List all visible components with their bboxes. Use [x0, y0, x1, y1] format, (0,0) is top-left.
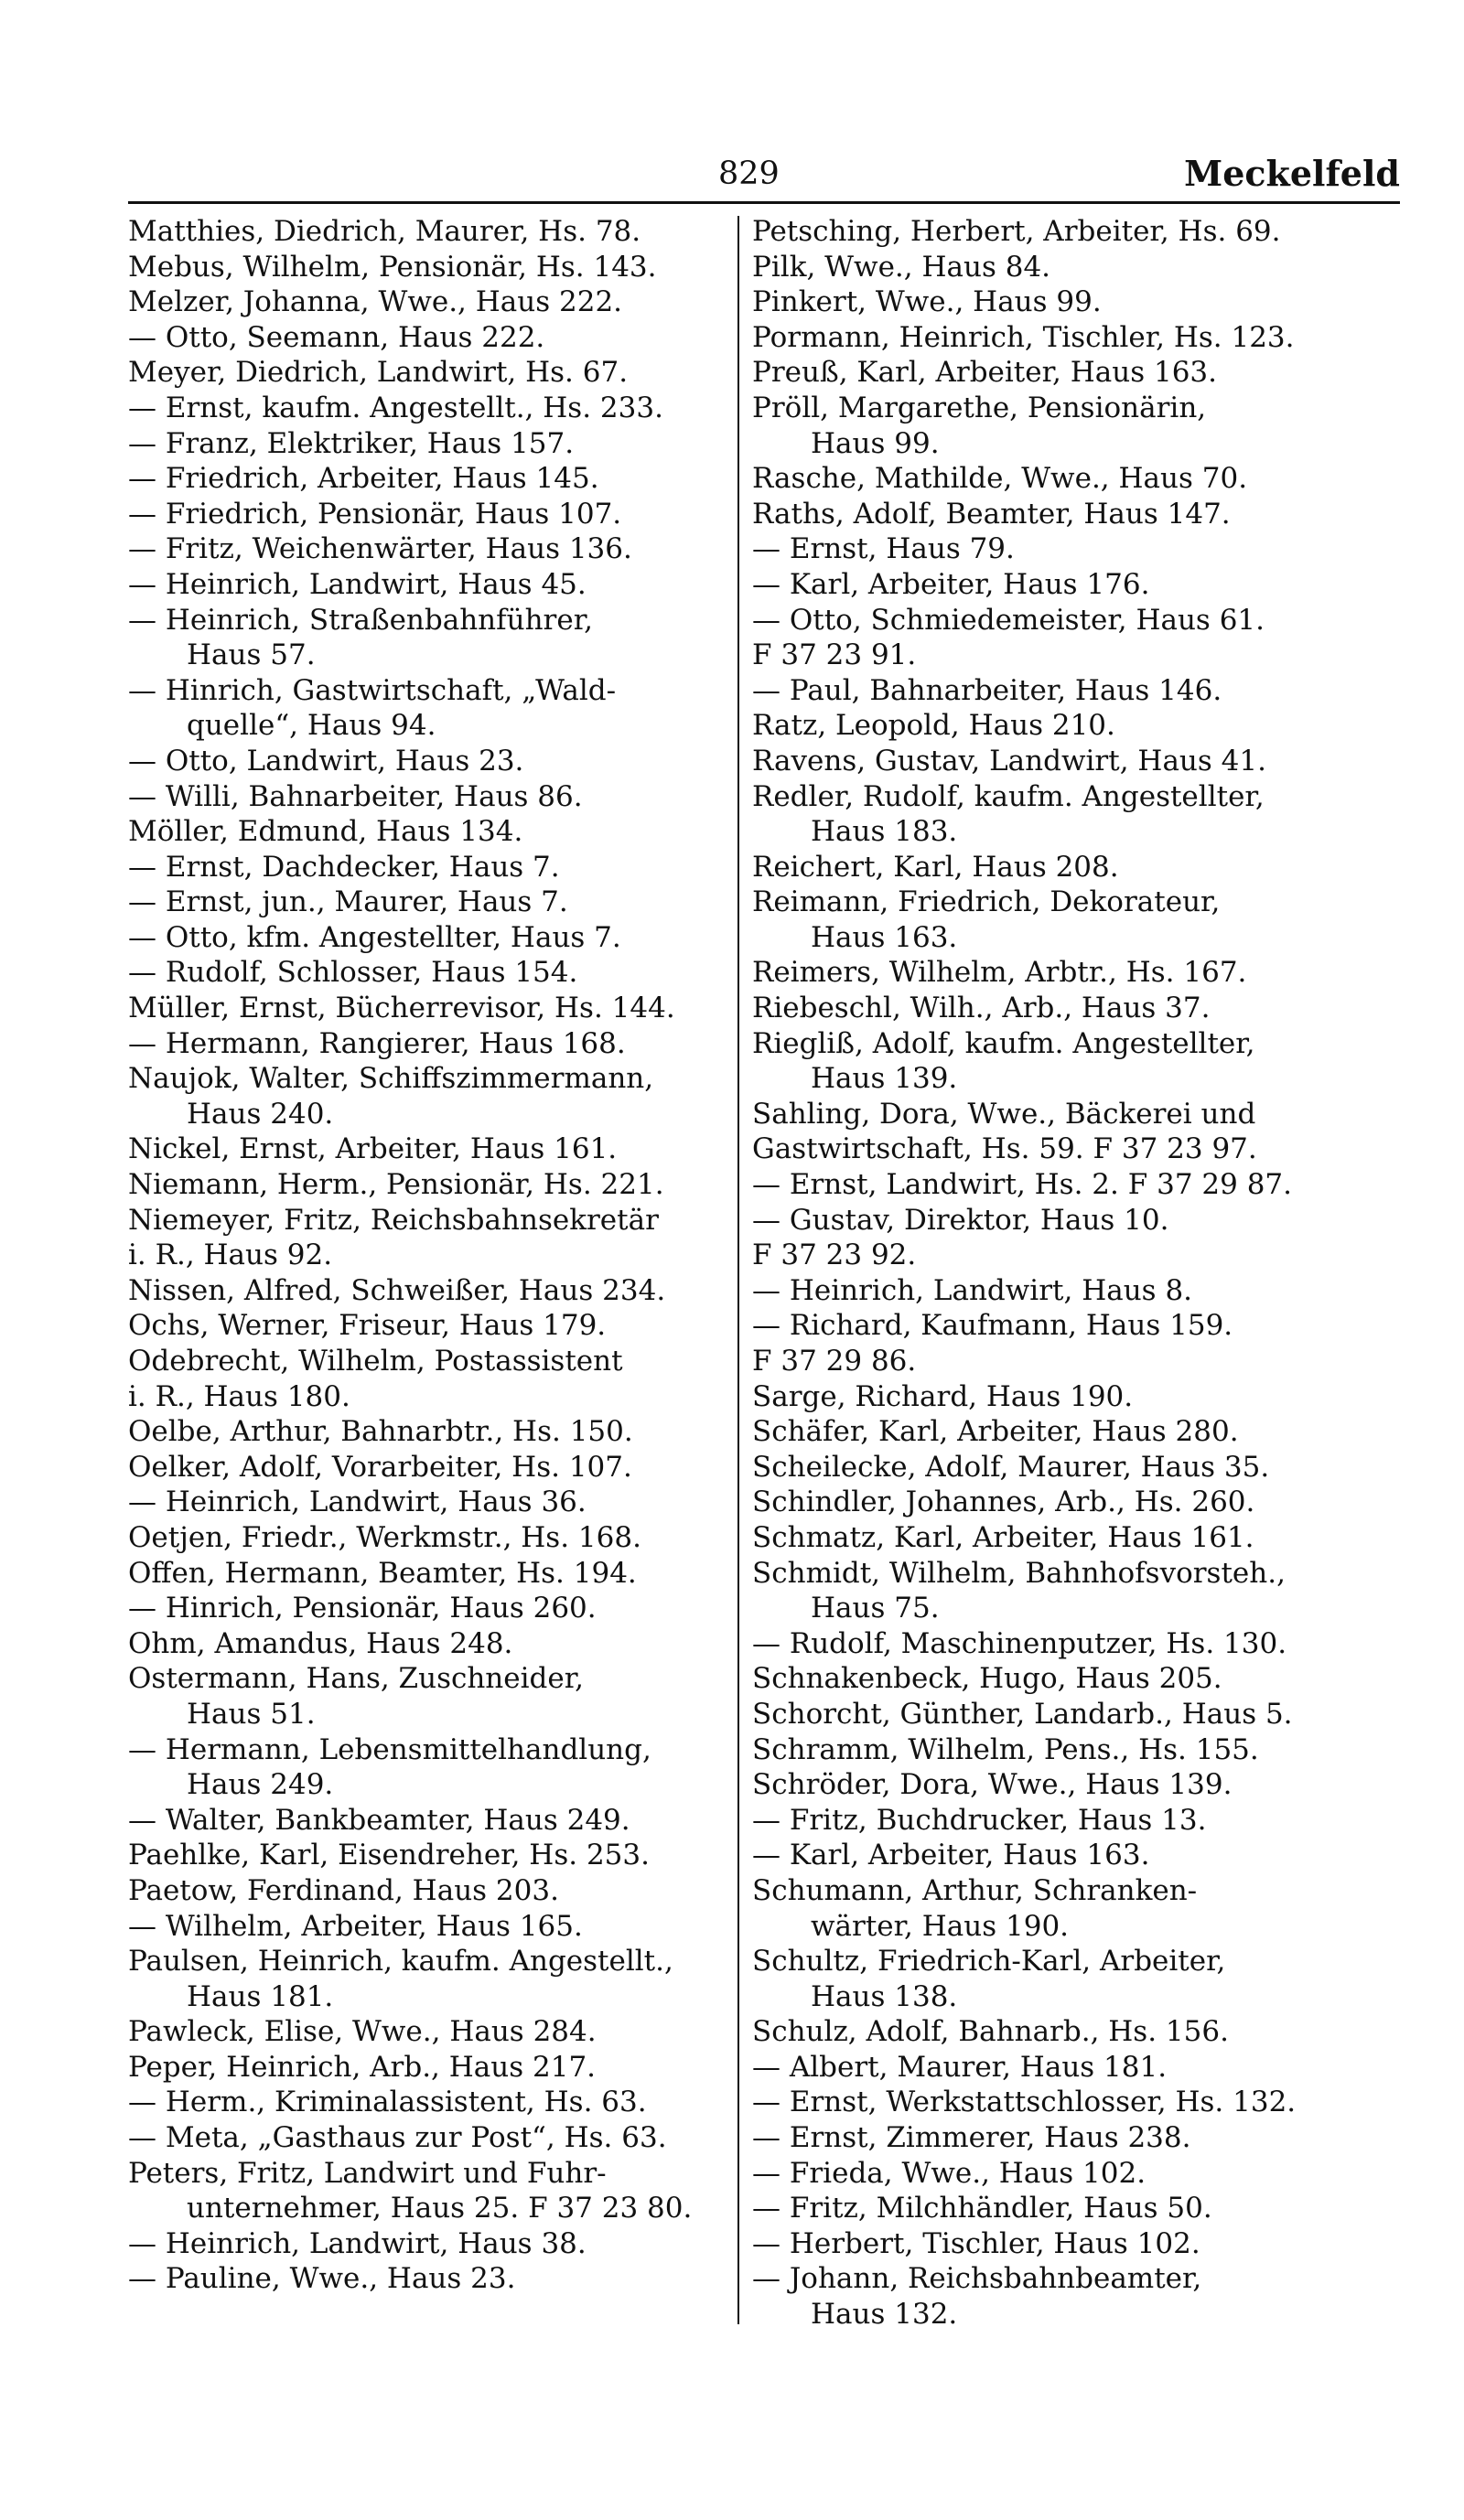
directory-entry: Reichert, Karl, Haus 208.	[752, 850, 1119, 884]
directory-entry: Schorcht, Günther, Landarb., Haus 5.	[752, 1697, 1293, 1731]
entry-continuation: Haus 183.	[811, 815, 958, 849]
directory-entry: — Fritz, Buchdrucker, Haus 13.	[752, 1803, 1207, 1837]
directory-entry: — Heinrich, Landwirt, Haus 45.	[128, 567, 587, 601]
directory-entry: — Wilhelm, Arbeiter, Haus 165.	[128, 1909, 583, 1943]
directory-entry: Schnakenbeck, Hugo, Haus 205.	[752, 1662, 1222, 1696]
directory-entry: Oelker, Adolf, Vorarbeiter, Hs. 107.	[128, 1450, 632, 1484]
entry-continuation: Haus 99.	[811, 426, 940, 460]
directory-entry: — Franz, Elektriker, Haus 157.	[128, 426, 575, 460]
directory-entry: Oetjen, Friedr., Werkmstr., Hs. 168.	[128, 1520, 641, 1554]
directory-entry: Riegliß, Adolf, kaufm. Angestellter,	[752, 1026, 1255, 1060]
directory-entry: Schultz, Friedrich-Karl, Arbeiter,	[752, 1945, 1226, 1978]
directory-entry: — Pauline, Wwe., Haus 23.	[128, 2262, 516, 2296]
directory-entry: Niemann, Herm., Pensionär, Hs. 221.	[128, 1168, 664, 1202]
directory-entry: — Otto, Schmiedemeister, Haus 61.	[752, 603, 1265, 637]
directory-entry: Petsching, Herbert, Arbeiter, Hs. 69.	[752, 215, 1281, 248]
header-rule	[128, 201, 1400, 204]
entry-continuation: quelle“, Haus 94.	[187, 709, 436, 743]
directory-entry: — Otto, Landwirt, Haus 23.	[128, 744, 524, 777]
directory-entry: Pormann, Heinrich, Tischler, Hs. 123.	[752, 320, 1295, 354]
directory-entry: — Gustav, Direktor, Haus 10.	[752, 1203, 1169, 1237]
entry-continuation: unternehmer, Haus 25. F 37 23 80.	[187, 2192, 693, 2225]
directory-entry: Paetow, Ferdinand, Haus 203.	[128, 1873, 559, 1907]
directory-entry: Matthies, Diedrich, Maurer, Hs. 78.	[128, 215, 641, 248]
directory-entry: Pinkert, Wwe., Haus 99.	[752, 285, 1102, 319]
directory-entry: — Paul, Bahnarbeiter, Haus 146.	[752, 673, 1222, 707]
directory-entry: — Hinrich, Pensionär, Haus 260.	[128, 1592, 597, 1625]
directory-entry: Oelbe, Arthur, Bahnarbtr., Hs. 150.	[128, 1415, 633, 1449]
directory-entry: Scheilecke, Adolf, Maurer, Haus 35.	[752, 1450, 1270, 1484]
directory-entry: — Fritz, Weichenwärter, Haus 136.	[128, 532, 632, 566]
directory-entry: Schmidt, Wilhelm, Bahnhofsvorsteh.,	[752, 1556, 1286, 1590]
directory-entry: — Friedrich, Arbeiter, Haus 145.	[128, 462, 599, 496]
entry-continuation: Haus 249.	[187, 1768, 334, 1802]
entry-continuation: Haus 240.	[187, 1097, 334, 1131]
directory-entry: — Friedrich, Pensionär, Haus 107.	[128, 497, 622, 531]
page-title: Meckelfeld	[1184, 153, 1400, 194]
directory-entry: — Ernst, Dachdecker, Haus 7.	[128, 850, 560, 884]
directory-entry: — Hermann, Rangierer, Haus 168.	[128, 1026, 626, 1060]
directory-entry: — Richard, Kaufmann, Haus 159.	[752, 1309, 1233, 1343]
directory-entry: — Herm., Kriminalassistent, Hs. 63.	[128, 2086, 647, 2119]
directory-entry: — Ernst, kaufm. Angestellt., Hs. 233.	[128, 391, 663, 424]
directory-entry: — Ernst, Haus 79.	[752, 532, 1015, 566]
entry-continuation: Haus 57.	[187, 638, 316, 672]
directory-entry: F 37 29 86.	[752, 1345, 917, 1378]
directory-entry: Pröll, Margarethe, Pensionärin,	[752, 391, 1207, 424]
directory-entry: Niemeyer, Fritz, Reichsbahnsekretär	[128, 1203, 659, 1237]
right-column	[752, 214, 1361, 2332]
left-column	[128, 214, 737, 2297]
directory-entry: — Heinrich, Landwirt, Haus 36.	[128, 1485, 587, 1519]
directory-entry: — Hermann, Lebensmittelhandlung,	[128, 1732, 651, 1766]
entry-continuation: Haus 75.	[811, 1592, 940, 1625]
directory-entry: Möller, Edmund, Haus 134.	[128, 815, 523, 849]
directory-entry: Offen, Hermann, Beamter, Hs. 194.	[128, 1556, 637, 1590]
directory-entry: Sahling, Dora, Wwe., Bäckerei und	[752, 1097, 1256, 1131]
directory-entry: Redler, Rudolf, kaufm. Angestellter,	[752, 779, 1265, 813]
directory-entry: i. R., Haus 92.	[128, 1239, 333, 1272]
directory-entry: Pilk, Wwe., Haus 84.	[752, 250, 1051, 284]
directory-entry: — Heinrich, Landwirt, Haus 38.	[128, 2226, 587, 2260]
directory-entry: Schröder, Dora, Wwe., Haus 139.	[752, 1768, 1233, 1802]
directory-entry: — Ernst, Zimmerer, Haus 238.	[752, 2121, 1191, 2155]
directory-entry: Ohm, Amandus, Haus 248.	[128, 1626, 513, 1660]
directory-entry: Schindler, Johannes, Arb., Hs. 260.	[752, 1485, 1255, 1519]
directory-entry: Ochs, Werner, Friseur, Haus 179.	[128, 1309, 607, 1343]
directory-entry: Gastwirtschaft, Hs. 59. F 37 23 97.	[752, 1132, 1257, 1166]
directory-entry: Rasche, Mathilde, Wwe., Haus 70.	[752, 462, 1248, 496]
directory-entry: Ostermann, Hans, Zuschneider,	[128, 1662, 584, 1696]
entry-continuation: Haus 51.	[187, 1697, 316, 1731]
entry-continuation: Haus 132.	[811, 2298, 958, 2332]
directory-entry: — Frieda, Wwe., Haus 102.	[752, 2156, 1146, 2190]
directory-entry: — Rudolf, Schlosser, Haus 154.	[128, 956, 578, 990]
column-divider	[737, 216, 739, 2324]
directory-entry: — Willi, Bahnarbeiter, Haus 86.	[128, 779, 583, 813]
directory-entry: Schramm, Wilhelm, Pens., Hs. 155.	[752, 1732, 1259, 1766]
directory-entry: Schumann, Arthur, Schranken-	[752, 1873, 1198, 1907]
directory-entry: — Heinrich, Straßenbahnführer,	[128, 603, 593, 637]
directory-entry: Reimers, Wilhelm, Arbtr., Hs. 167.	[752, 956, 1247, 990]
directory-entry: — Ernst, Werkstattschlosser, Hs. 132.	[752, 2086, 1297, 2119]
directory-entry: — Karl, Arbeiter, Haus 176.	[752, 567, 1150, 601]
directory-entry: — Albert, Maurer, Haus 181.	[752, 2050, 1168, 2084]
directory-entry: Peters, Fritz, Landwirt und Fuhr-	[128, 2156, 607, 2190]
directory-entry: Odebrecht, Wilhelm, Postassistent	[128, 1345, 623, 1378]
directory-entry: — Heinrich, Landwirt, Haus 8.	[752, 1273, 1193, 1307]
directory-entry: — Hinrich, Gastwirtschaft, „Wald-	[128, 673, 617, 707]
entry-continuation: Haus 181.	[187, 1979, 334, 2013]
directory-entry: i. R., Haus 180.	[128, 1379, 350, 1413]
directory-entry: Schulz, Adolf, Bahnarb., Hs. 156.	[752, 2015, 1229, 2049]
entry-continuation: wärter, Haus 190.	[811, 1909, 1070, 1943]
directory-entry: — Karl, Arbeiter, Haus 163.	[752, 1839, 1150, 1872]
directory-entry: Paulsen, Heinrich, kaufm. Angestellt.,	[128, 1945, 673, 1978]
directory-entry: Mebus, Wilhelm, Pensionär, Hs. 143.	[128, 250, 657, 284]
entry-continuation: Haus 138.	[811, 1979, 958, 2013]
entry-continuation: Haus 163.	[811, 920, 958, 954]
directory-entry: Müller, Ernst, Bücherrevisor, Hs. 144.	[128, 992, 675, 1025]
directory-entry: — Otto, Seemann, Haus 222.	[128, 320, 545, 354]
directory-entry: Nissen, Alfred, Schweißer, Haus 234.	[128, 1273, 666, 1307]
directory-entry: Nickel, Ernst, Arbeiter, Haus 161.	[128, 1132, 618, 1166]
directory-entry: — Walter, Bankbeamter, Haus 249.	[128, 1803, 630, 1837]
directory-entry: Ravens, Gustav, Landwirt, Haus 41.	[752, 744, 1266, 777]
directory-entry: Paehlke, Karl, Eisendreher, Hs. 253.	[128, 1839, 650, 1872]
directory-entry: Pawleck, Elise, Wwe., Haus 284.	[128, 2015, 597, 2049]
directory-entry: Preuß, Karl, Arbeiter, Haus 163.	[752, 356, 1217, 390]
directory-entry: — Fritz, Milchhändler, Haus 50.	[752, 2192, 1212, 2225]
directory-entry: Melzer, Johanna, Wwe., Haus 222.	[128, 285, 623, 319]
directory-entry: Reimann, Friedrich, Dekorateur,	[752, 885, 1221, 919]
directory-entry: — Ernst, jun., Maurer, Haus 7.	[128, 885, 568, 919]
directory-entry: F 37 23 92.	[752, 1239, 917, 1272]
directory-entry: Meyer, Diedrich, Landwirt, Hs. 67.	[128, 356, 629, 390]
directory-entry: Schmatz, Karl, Arbeiter, Haus 161.	[752, 1520, 1254, 1554]
directory-entry: — Ernst, Landwirt, Hs. 2. F 37 29 87.	[752, 1168, 1292, 1202]
directory-entry: Raths, Adolf, Beamter, Haus 147.	[752, 497, 1231, 531]
directory-entry: Ratz, Leopold, Haus 210.	[752, 709, 1115, 743]
directory-entry: Schäfer, Karl, Arbeiter, Haus 280.	[752, 1415, 1239, 1449]
directory-entry: Peper, Heinrich, Arb., Haus 217.	[128, 2050, 597, 2084]
entry-continuation: Haus 139.	[811, 1062, 958, 1096]
directory-entry: Sarge, Richard, Haus 190.	[752, 1379, 1134, 1413]
directory-entry: Riebeschl, Wilh., Arb., Haus 37.	[752, 992, 1211, 1025]
directory-entry: — Johann, Reichsbahnbeamter,	[752, 2262, 1202, 2296]
directory-entry: Naujok, Walter, Schiffszimmermann,	[128, 1062, 654, 1096]
directory-entry: — Rudolf, Maschinenputzer, Hs. 130.	[752, 1626, 1287, 1660]
directory-entry: — Otto, kfm. Angestellter, Haus 7.	[128, 920, 621, 954]
page-number: 829	[718, 155, 780, 192]
directory-entry: — Meta, „Gasthaus zur Post“, Hs. 63.	[128, 2121, 667, 2155]
directory-entry: — Herbert, Tischler, Haus 102.	[752, 2226, 1200, 2260]
directory-entry: F 37 23 91.	[752, 638, 917, 672]
